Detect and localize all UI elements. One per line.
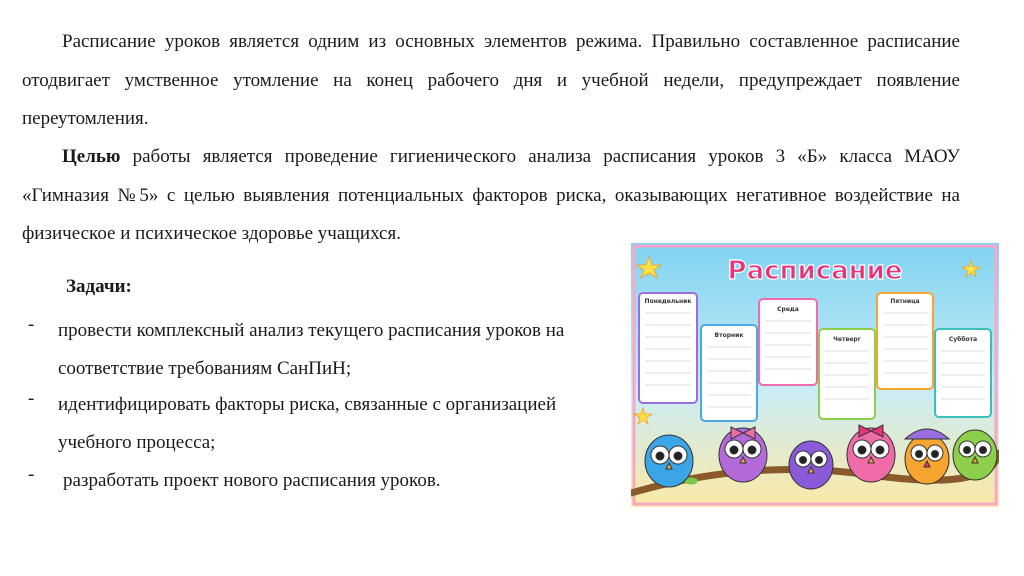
- task-text-3: разработать проект нового расписания уроков.: [63, 470, 441, 491]
- intro-paragraph: Расписание уроков является одним из основных элементов режима. Правильно составленное расписание отодвигает умственное утомление на конец рабочего дня и учебной недели, предупреждает появление переутомления.: [22, 31, 960, 129]
- day-label: Пятница: [890, 298, 920, 305]
- task-text-1: провести комплексный анализ текущего расписания уроков на соответствие требованиям СанПиН;: [58, 320, 565, 379]
- goal-lead: Целью: [62, 146, 121, 167]
- day-label: Понедельник: [644, 298, 692, 305]
- day-label: Вторник: [714, 332, 744, 339]
- day-label: Суббота: [948, 336, 978, 343]
- bullet-dash: -: [28, 388, 35, 409]
- task-text-2: идентифицировать факторы риска, связанные с организацией учебного процесса;: [58, 394, 557, 453]
- day-label: Четверг: [833, 336, 861, 343]
- day-label: Среда: [777, 306, 799, 313]
- poster-title: Расписание: [727, 256, 903, 286]
- bullet-dash: -: [28, 464, 35, 485]
- goal-text: работы является проведение гигиенического анализа расписания уроков 3 «Б» класса МАОУ «Гимназия №5» с целью выявления потенциальных факторов риска, оказывающих негативное воздействие на физическое и психическое здоровье учащихся.: [22, 146, 960, 244]
- tasks-title: Задачи:: [66, 276, 132, 297]
- goal-paragraph: [22, 138, 960, 254]
- bullet-dash: -: [28, 314, 35, 335]
- schedule-poster-image: [631, 243, 999, 507]
